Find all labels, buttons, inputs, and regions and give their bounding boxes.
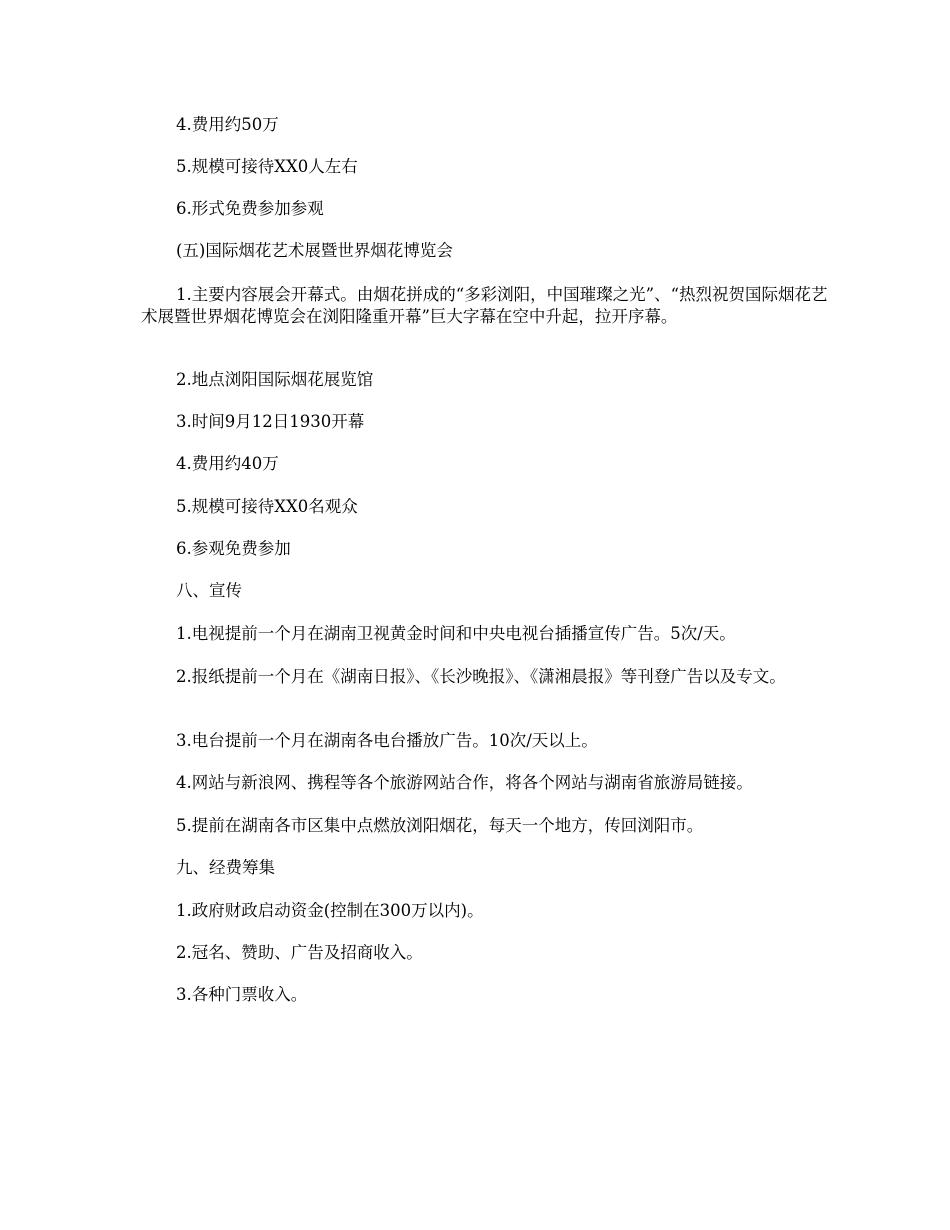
paragraph-expo-visit: 6.参观免费参加: [176, 539, 291, 558]
paragraph-funding-government: 1.政府财政启动资金(控制在300万以内)。: [176, 901, 484, 920]
paragraph-publicity-tv: 1.电视提前一个月在湖南卫视黄金时间和中央电视台插播宣传广告。5次/天。: [176, 624, 736, 643]
paragraph-funding-sponsorship: 2.冠名、赞助、广告及招商收入。: [176, 943, 423, 962]
paragraph-expo-content: 1.主要内容展会开幕式。由烟花拼成的“多彩浏阳，中国璀璨之光”、“热烈祝贺国际烟花艺术展暨世界烟花博览会在浏阳隆重开幕”巨大字幕在空中升起，拉开序幕。: [141, 285, 828, 326]
paragraph-publicity-website: 4.网站与新浪网、携程等各个旅游网站合作，将各个网站与湖南省旅游局链接。: [176, 773, 753, 792]
section-heading-funding: 九、经费筹集: [176, 858, 275, 877]
paragraph-publicity-radio: 3.电台提前一个月在湖南各电台播放广告。10次/天以上。: [176, 731, 598, 750]
paragraph-publicity-fireworks: 5.提前在湖南各市区集中点燃放浏阳烟花，每天一个地方，传回浏阳市。: [176, 816, 704, 835]
section-heading-publicity: 八、宣传: [176, 581, 242, 600]
paragraph-expo-scale: 5.规模可接待XX0名观众: [176, 497, 358, 516]
paragraph-expo-cost: 4.费用约40万: [176, 454, 279, 473]
section-heading-expo: (五)国际烟花艺术展暨世界烟花博览会: [176, 241, 453, 260]
paragraph-funding-tickets: 3.各种门票收入。: [176, 985, 308, 1004]
paragraph-publicity-newspaper: 2.报纸提前一个月在《湖南日报》、《长沙晚报》、《潇湘晨报》等刊登广告以及专文。: [176, 667, 786, 686]
paragraph-expo-location: 2.地点浏阳国际烟花展览馆: [176, 370, 374, 389]
paragraph-cost-item: 4.费用约50万: [176, 115, 279, 134]
paragraph-expo-time: 3.时间9月12日1930开幕: [176, 412, 365, 431]
paragraph-scale-item: 5.规模可接待XX0人左右: [176, 157, 358, 176]
paragraph-format-item: 6.形式免费参加参观: [176, 199, 324, 218]
